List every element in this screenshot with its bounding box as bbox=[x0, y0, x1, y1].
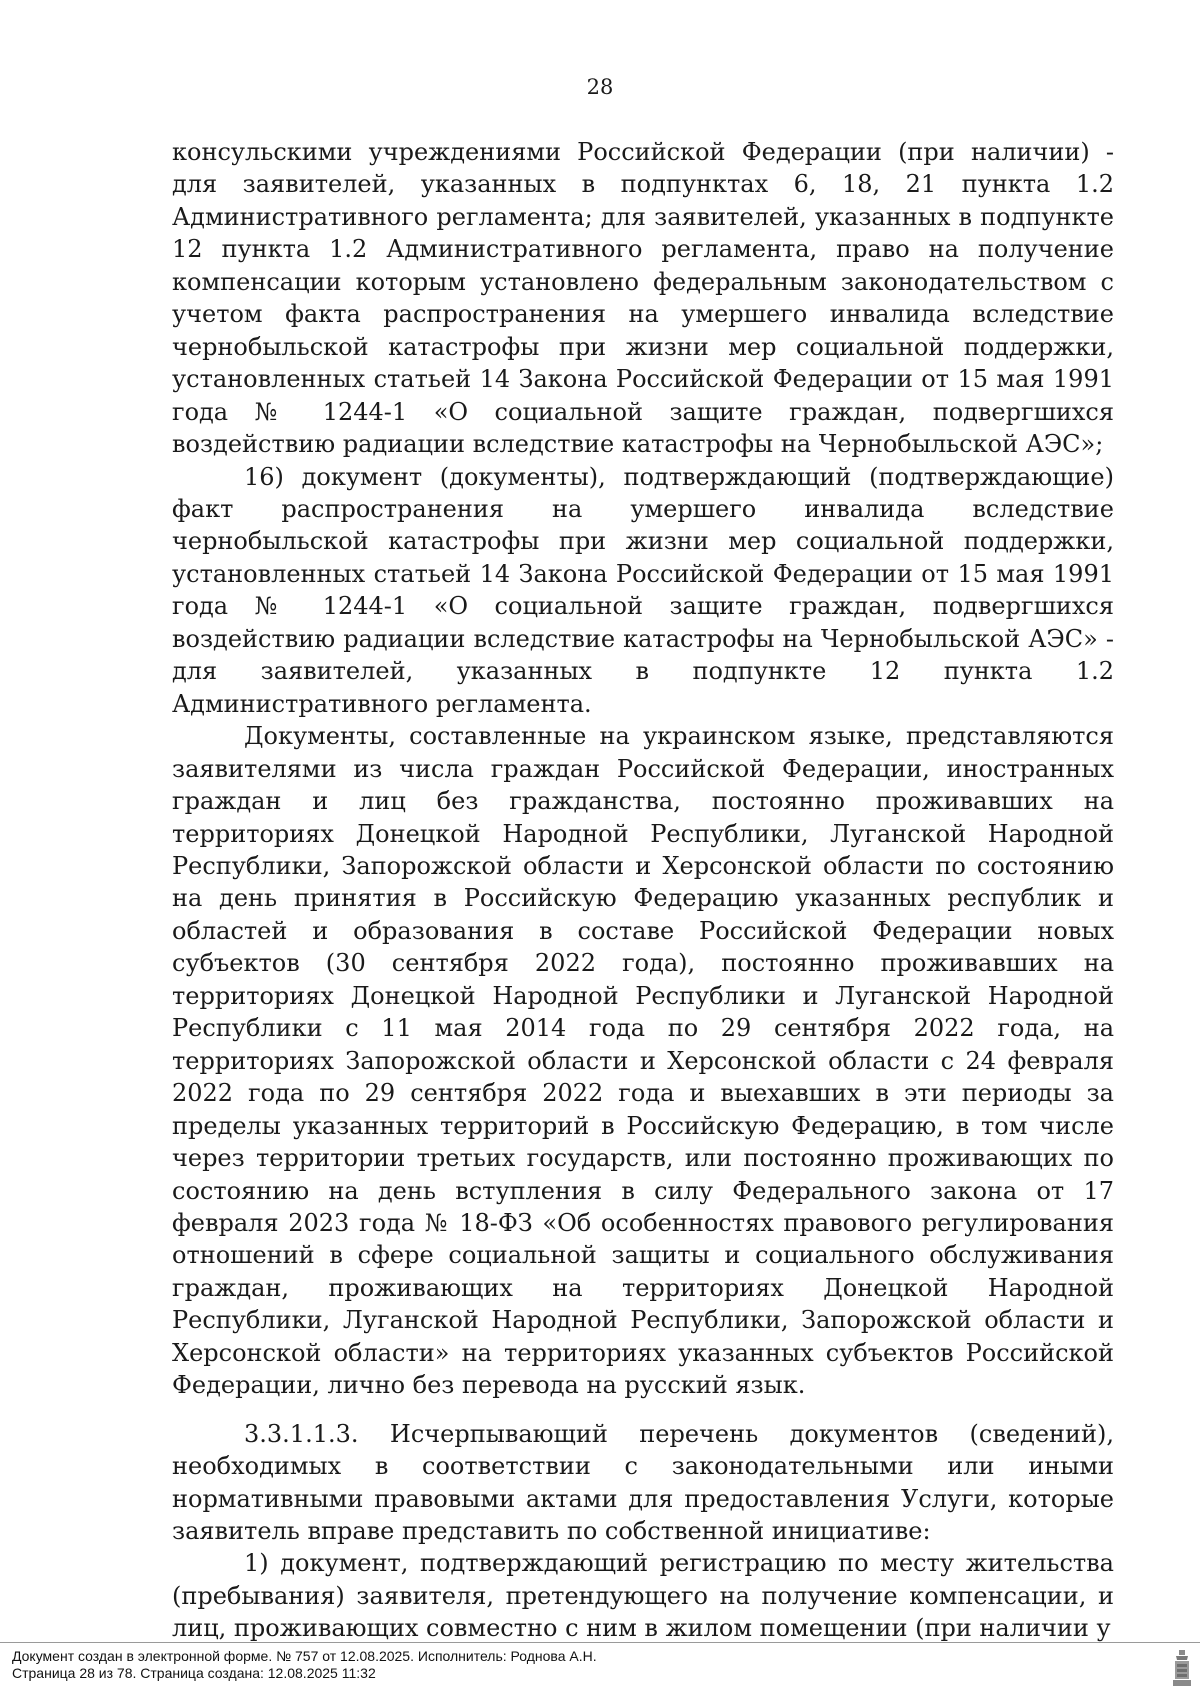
paragraph-section-3-3-1-1-3: 3.3.1.1.3. Исчерпывающий перечень документов (сведений), необходимых в соответствии с законодательными или иными нормативными правовыми актами для предоставления Услуги, которые заявитель вправе представить по собственной инициативе: bbox=[172, 1419, 1114, 1546]
footer-document-info: Документ создан в электронной форме. № 757 от 12.08.2025. Исполнитель: Роднова А.Н. bbox=[12, 1648, 597, 1664]
document-body bbox=[172, 136, 1114, 1645]
page-number: 28 bbox=[586, 75, 614, 99]
footer-divider bbox=[0, 1642, 1200, 1643]
document-footer bbox=[12, 1648, 597, 1682]
paragraph-ukrainian-documents: Документы, составленные на украинском языке, представляются заявителями из числа граждан Российской Федерации, иностранных граждан и лиц без гражданства, постоянно проживавших на территориях Донецкой Народной Республики, Луганской Народной Республики, Запорожской области и Херсонской области по состоянию на день принятия в Российскую Федерацию указанных республик и областей и образования в составе Российской Федерации новых субъектов (30 сентября 2022 года), постоянно проживавших на территориях Донецкой Народной Республики и Луганской Народной Республики с 11 мая 2014 года по 29 сентября 2022 года, на территориях Запорожской области и Херсонской области с 24 февраля 2022 года по 29 сентября 2022 года и выехавших в эти периоды за пределы указанных территорий в Российскую Федерацию, в том числе через территории третьих государств, или постоянно проживающих по состоянию на день вступления в силу Федерального закона от 17 февраля 2023 года № 18-ФЗ «Об особенностях правового регулирования отношений в сфере социальной защиты и социального обслуживания граждан, проживающих на территориях Донецкой Народной Республики, Луганской Народной Республики, Запорожской области и Херсонской области» на территориях указанных субъектов Российской Федерации, лично без перевода на русский язык. bbox=[172, 722, 1114, 1400]
paragraph-item-1: 1) документ, подтверждающий регистрацию по месту жительства (пребывания) заявителя, претендующего на получение компенсации, и лиц, проживающих совместно с ним в жилом помещении (при наличии у bbox=[172, 1549, 1114, 1643]
paragraph-item-16: 16) документ (документы), подтверждающий (подтверждающие) факт распространения на умершего инвалида вследствие чернобыльской катастрофы при жизни мер социальной поддержки, установленных статьей 14 Закона Российской Федерации от 15 мая 1991 года № 1244-1 «О социальной защите граждан, подвергшихся воздействию радиации вследствие катастрофы на Чернобыльской АЭС» - для заявителей, указанных в подпункте 12 пункта 1.2 Административного регламента. bbox=[172, 462, 1114, 718]
footer-page-info: Страница 28 из 78. Страница создана: 12.08.2025 11:32 bbox=[12, 1665, 376, 1681]
coat-of-arms-icon bbox=[1172, 1648, 1192, 1688]
paragraph-consular: консульскими учреждениями Российской Федерации (при наличии) - для заявителей, указанных в подпунктах 6, 18, 21 пункта 1.2 Административного регламента; для заявителей, указанных в подпункте 12 пункта 1.2 Административного регламента, право на получение компенсации которым установлено федеральным законодательством с учетом факта распространения на умершего инвалида вследствие чернобыльской катастрофы при жизни мер социальной поддержки, установленных статьей 14 Закона Российской Федерации от 15 мая 1991 года № 1244-1 «О социальной защите граждан, подвергшихся воздействию радиации вследствие катастрофы на Чернобыльской АЭС»; bbox=[172, 138, 1114, 459]
